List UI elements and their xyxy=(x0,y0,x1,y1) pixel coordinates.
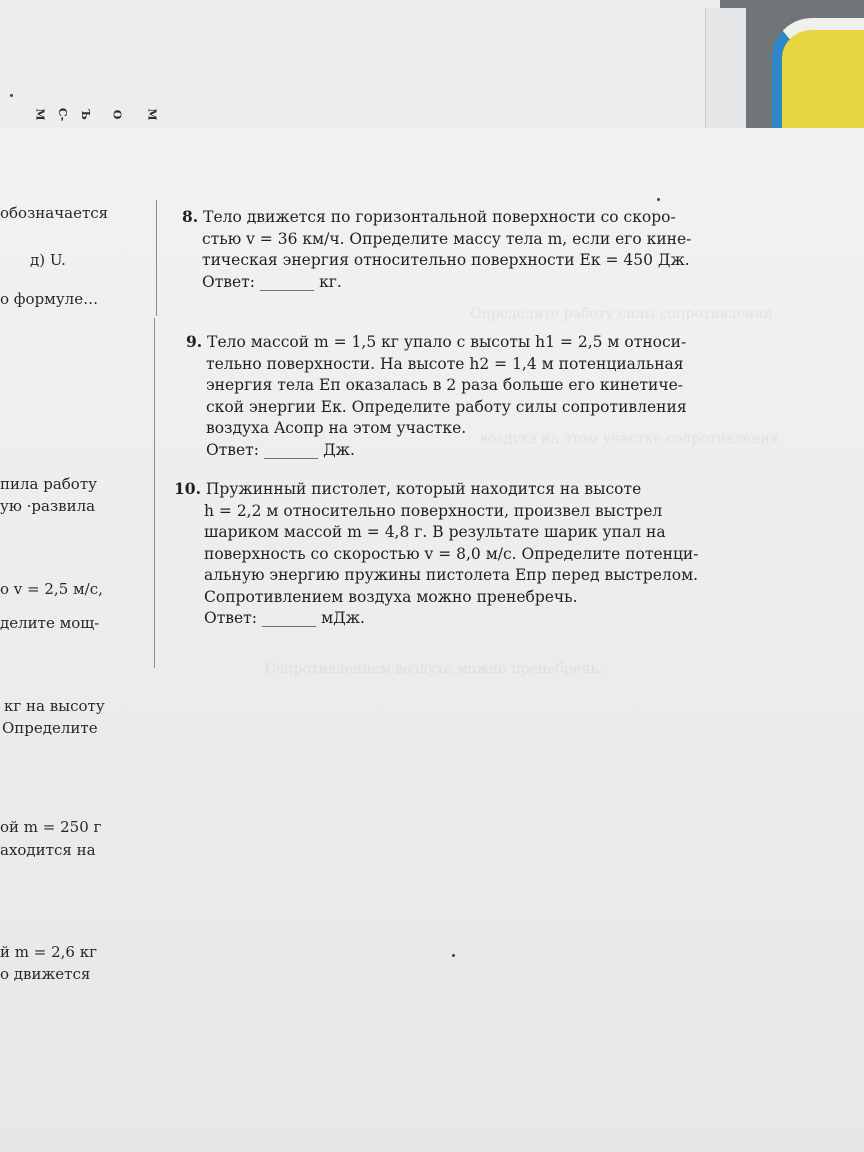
task-line: тическая энергия относительно поверхности Eк = 450 Дж. xyxy=(202,251,690,269)
answer-line: Ответ: _______ кг. xyxy=(202,272,342,291)
back-sheet-letter: С- xyxy=(56,107,70,122)
left-column-line: о v = 2,5 м/с, xyxy=(0,580,103,598)
task-number: 10. xyxy=(174,479,201,498)
back-sheet xyxy=(0,0,720,135)
left-column-line: кг на высоту xyxy=(4,697,105,715)
task-number: 8. xyxy=(182,207,199,226)
left-column-line: аходится на xyxy=(0,841,96,859)
task-line: h = 2,2 м относительно поверхности, произвел выстрел xyxy=(204,501,663,520)
task-line: стью v = 36 км/ч. Определите массу тела m, если его кине- xyxy=(202,229,692,248)
column-divider xyxy=(154,318,155,668)
task-8 xyxy=(182,206,691,293)
task-line: воздуха Aсопр на этом участке. xyxy=(206,419,467,437)
paper-stack-edge xyxy=(705,8,746,135)
task-line: Пружинный пистолет, который находится на высоте xyxy=(205,480,642,498)
task-line: Тело движется по горизонтальной поверхности со скоро- xyxy=(203,208,676,226)
left-column-line: о формуле… xyxy=(0,290,99,308)
speck xyxy=(657,198,660,201)
left-column-line: й m = 2,6 кг xyxy=(0,943,97,961)
back-sheet-letter: М xyxy=(145,108,159,121)
back-sheet-letter: Ъ xyxy=(78,109,92,120)
task-line: шариком массой m = 4,8 г. В результате шарик упал на xyxy=(204,523,666,541)
left-column-line: делите мощ- xyxy=(0,614,100,632)
task-line: альную энергию пружины пистолета Eпр перед выстрелом. xyxy=(204,566,699,584)
task-line: Тело массой m = 1,5 кг упало с высоты h1 = 2,5 м относи- xyxy=(207,333,687,351)
left-column-line: о движется xyxy=(0,965,91,983)
answer-line: Ответ: _______ Дж. xyxy=(206,440,355,459)
back-sheet-letter: М xyxy=(33,108,47,121)
back-sheet-letter: О xyxy=(110,109,124,120)
task-line: энергия тела Eп оказалась в 2 раза больше его кинетиче- xyxy=(206,376,684,394)
task-10 xyxy=(174,478,699,630)
left-column-line: ую ·развила xyxy=(0,497,96,515)
speck xyxy=(10,94,13,97)
task-line: ской энергии Eк. Определите работу силы сопротивления xyxy=(206,397,687,416)
left-column-line: д) U. xyxy=(30,251,66,269)
task-line: Сопротивлением воздуха можно пренебречь. xyxy=(204,587,578,606)
left-column-line: ой m = 250 г xyxy=(0,818,102,836)
task-line: тельно поверхности. На высоте h2 = 1,4 м потенциальная xyxy=(206,354,684,373)
answer-line: Ответ: _______ мДж. xyxy=(204,609,365,627)
task-number: 9. xyxy=(186,332,203,351)
left-column-line: обозначается xyxy=(0,204,109,222)
speck xyxy=(452,954,455,957)
column-divider xyxy=(156,200,157,316)
task-line: поверхность со скоростью v = 8,0 м/с. Определите потенци- xyxy=(204,544,699,563)
left-column-line: Определите xyxy=(2,719,98,737)
worksheet-page: Определите работу силы сопротивления воздуха на этом участке сопротивления Сопротивлением воздуха можно пренебречь. обозначается д) U. о формуле… пила работу ую ·развила о v = 2,5 м/с, делите мощ- кг на высоту Определите ой m = 250 г аходится на й m = 2,6 кг о движется 8. Тело движется по горизонтальной поверхности со скоро- стью v = 36 км/ч. Определите массу тела m, если его кине- тическая энергия относительно поверхности Eк = 450 Дж. Ответ: _______ кг. 9. Тело массой m = 1,5 кг упало с высоты h1 = 2,5 м относи- тельно поверхности. На высоте h2 = 1,4 м потенциальная энергия тела Eп оказалась в 2 раза больше его кинетиче- ской энергии Eк. Определите работу силы сопротивления воздуха Aсопр на этом участке. Ответ: _______ Дж. 10. Пружинный пистолет, который находится на высоте h = 2,2 м относительно поверхности, произвел выстрел шариком массой m = 4,8 г. В результате шарик упал на поверхность со скоростью v = 8,0 м/с. Определите потенци- альную энергию пружины пистолета Eпр перед выстрелом. Сопротивлением воздуха можно пренебречь. Ответ: _______ мДж. xyxy=(0,128,864,1152)
task-9 xyxy=(186,331,687,461)
left-column-line: пила работу xyxy=(0,475,97,493)
